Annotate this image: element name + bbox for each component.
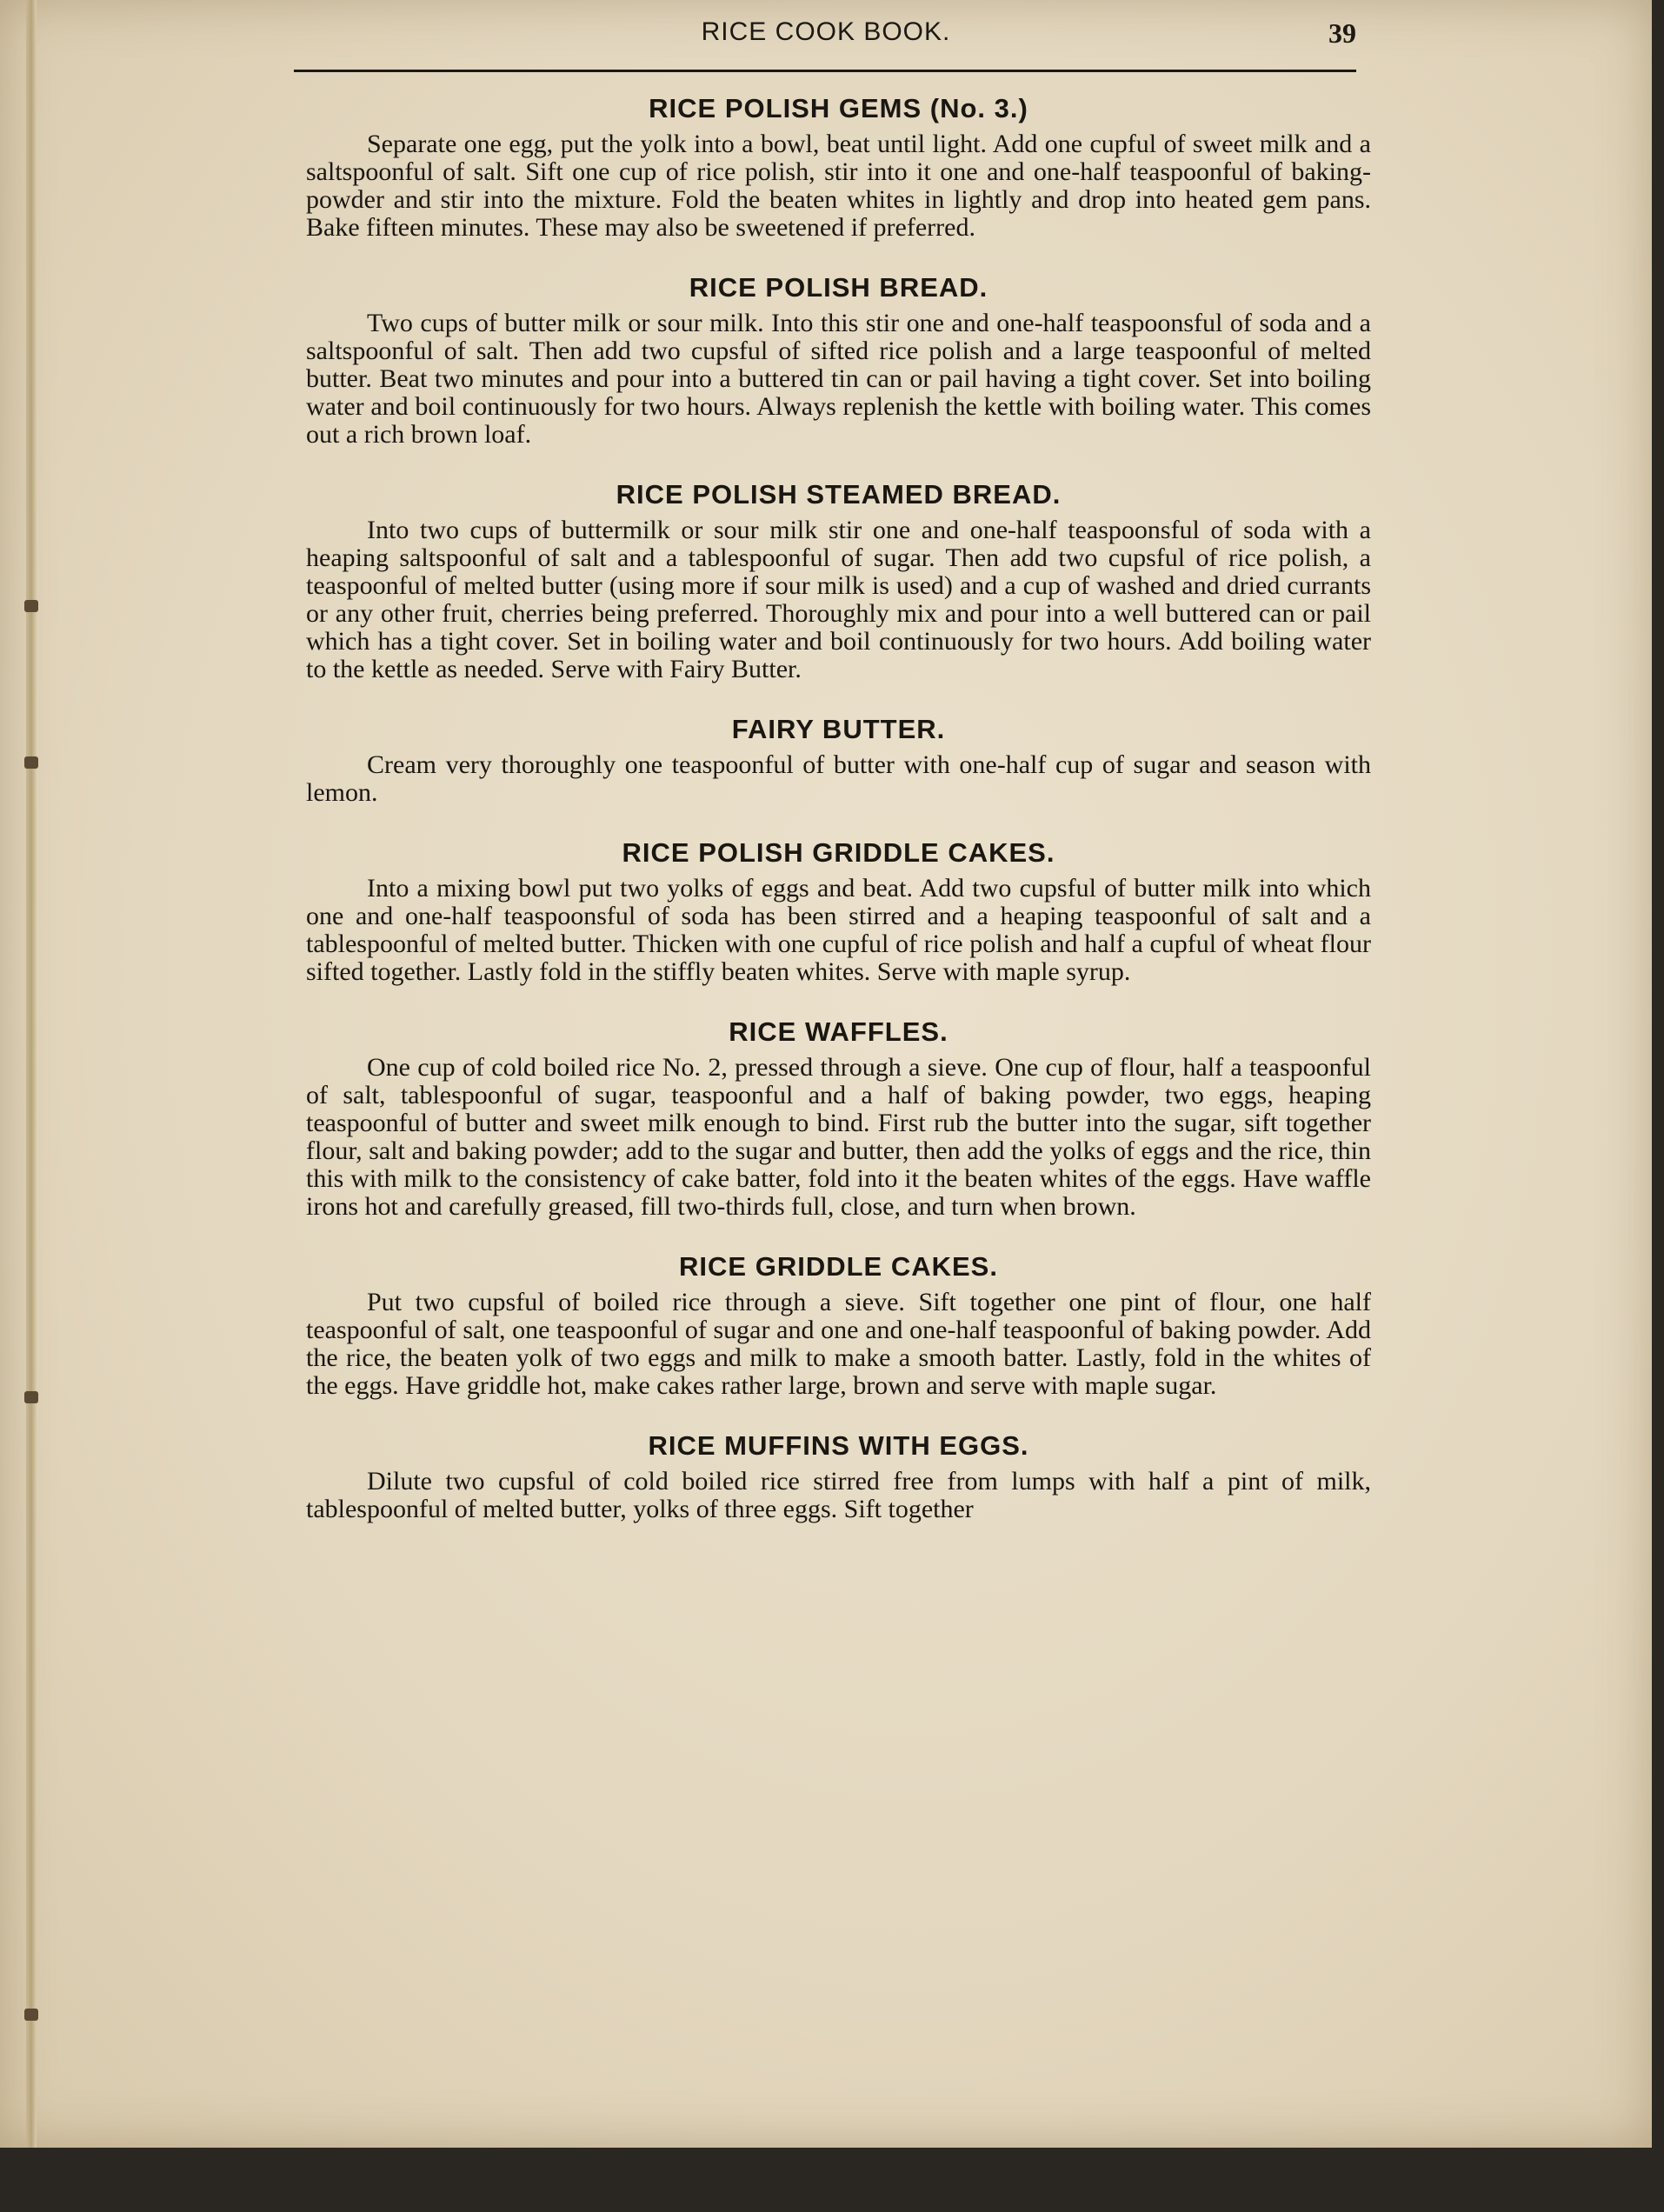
recipe-text: Into two cups of buttermilk or sour milk stir one and one-half teaspoonsful of soda with a heaping saltspoonful of salt and a tablespoonful of sugar. Then add two cupsful of rice polish, a teaspoonful of melted butter (using more if sour milk is used) and a cup of washed and dried currants or any other fruit, cherries being preferred. Thoroughly mix and pour into a well buttered can or pail which has a tight cover. Set in boiling water and boil continuously for two hours. Add boiling water to the kettle as needed. Serve with Fairy Butter. (306, 516, 1371, 683)
recipe-rice-griddle-cakes (306, 1245, 1371, 1400)
recipe-fairy-butter (306, 708, 1371, 807)
recipe-title: RICE POLISH GRIDDLE CAKES. (622, 837, 1055, 868)
binding-stitch (24, 2009, 38, 2021)
header-rule (294, 70, 1356, 72)
page-content (306, 87, 1371, 1523)
recipe-title: RICE POLISH BREAD. (689, 272, 988, 303)
recipe-rice-polish-bread (306, 266, 1371, 449)
recipe-title: RICE GRIDDLE CAKES. (679, 1251, 998, 1282)
recipe-rice-polish-steamed-bread (306, 473, 1371, 683)
recipe-title: FAIRY BUTTER. (731, 714, 946, 744)
page-number: 39 (1328, 17, 1356, 49)
recipe-text: Into a mixing bowl put two yolks of eggs and beat. Add two cupsful of butter milk into which one and one-half teaspoonsful of soda has been stirred and a heaping teaspoonful of salt and a tablespoonful of melted butter. Thicken with one cupful of rice polish and half a cupful of wheat flour sifted together. Lastly fold in the stiffly beaten whites. Serve with maple syrup. (306, 874, 1371, 986)
recipe-text: Separate one egg, put the yolk into a bowl, beat until light. Add one cupful of sweet milk and a saltspoonful of salt. Sift one cup of rice polish, stir into it one and one-half teaspoonful of baking-powder and stir into the mixture. Fold the beaten whites in lightly and drop into heated gem pans. Bake fifteen minutes. These may also be sweetened if preferred. (306, 130, 1371, 242)
recipe-rice-polish-gems (306, 87, 1371, 242)
recipe-rice-waffles (306, 1010, 1371, 1221)
recipe-title: RICE POLISH GEMS (No. 3.) (649, 93, 1028, 123)
binding-stitch (24, 600, 38, 612)
running-head-title: RICE COOK BOOK. (701, 17, 951, 46)
page-binding (26, 0, 37, 2148)
recipe-text: One cup of cold boiled rice No. 2, pressed through a sieve. One cup of flour, half a teaspoonful of salt, tablespoonful of sugar, teaspoonful and a half of baking powder, two eggs, heaping teaspoonful of butter and sweet milk enough to bind. First rub the butter into the sugar, sift together flour, salt and baking powder; add to the sugar and butter, then add the yolks of eggs and the rice, thin this with milk to the consistency of cake batter, fold into it the beaten whites of the eggs. Have waffle irons hot and carefully greased, fill two-thirds full, close, and turn when brown. (306, 1053, 1371, 1221)
recipe-text: Dilute two cupsful of cold boiled rice stirred free from lumps with half a pint of milk, tablespoonful of melted butter, yolks of three eggs. Sift together (306, 1467, 1371, 1523)
recipe-title: RICE MUFFINS WITH EGGS. (648, 1430, 1029, 1461)
running-head (296, 17, 1356, 66)
recipe-text: Two cups of butter milk or sour milk. Into this stir one and one-half teaspoonsful of soda and a saltspoonful of salt. Then add two cupsful of sifted rice polish and a large teaspoonful of melted butter. Beat two minutes and pour into a buttered tin can or pail having a tight cover. Set into boiling water and boil continuously for two hours. Always replenish the kettle with boiling water. This comes out a rich brown loaf. (306, 309, 1371, 449)
binding-stitch (24, 756, 38, 769)
recipe-text: Put two cupsful of boiled rice through a sieve. Sift together one pint of flour, one half teaspoonful of salt, one teaspoonful of sugar and one and one-half teaspoonful of baking powder. Add the rice, the beaten yolk of two eggs and milk to make a smooth batter. Lastly, fold in the whites of the eggs. Have griddle hot, make cakes rather large, brown and serve with maple sugar. (306, 1288, 1371, 1400)
recipe-rice-polish-griddle-cakes (306, 831, 1371, 986)
recipe-rice-muffins-with-eggs (306, 1424, 1371, 1523)
binding-stitch (24, 1391, 38, 1403)
recipe-title: RICE WAFFLES. (729, 1016, 948, 1047)
recipe-text: Cream very thoroughly one teaspoonful of butter with one-half cup of sugar and season with lemon. (306, 750, 1371, 807)
recipe-title: RICE POLISH STEAMED BREAD. (616, 479, 1062, 510)
